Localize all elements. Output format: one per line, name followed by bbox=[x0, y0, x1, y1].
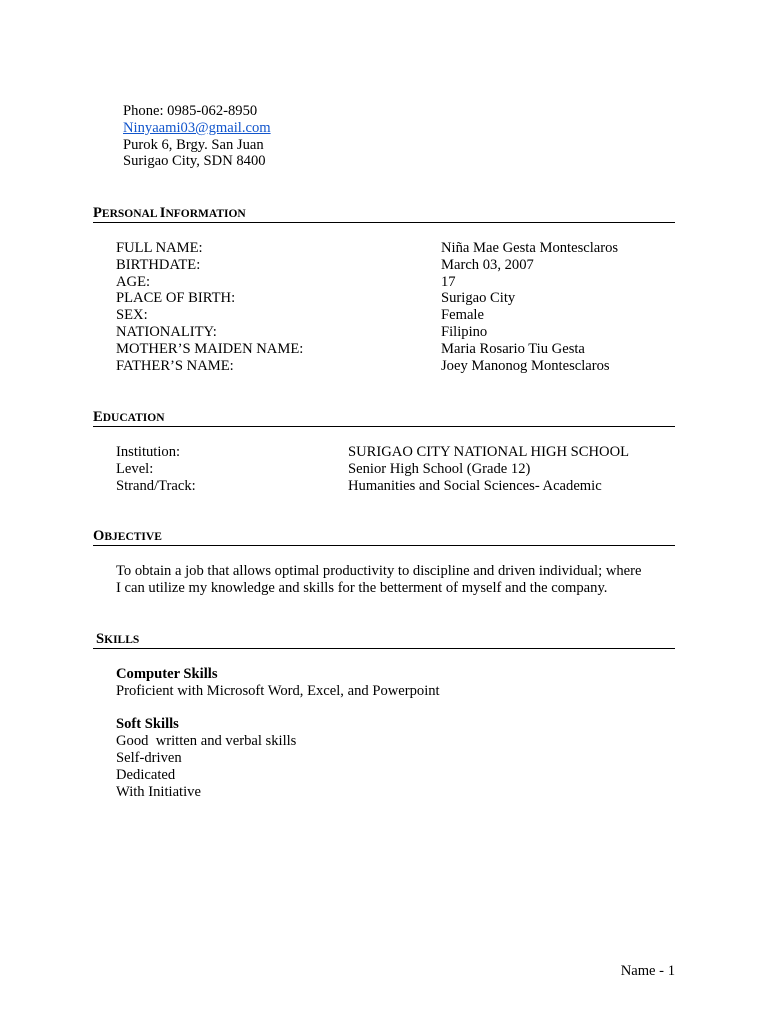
info-value: Joey Manonog Montesclaros bbox=[441, 357, 610, 374]
personal-info-heading bbox=[93, 205, 675, 223]
heading-cap: I bbox=[159, 205, 166, 221]
objective-line-1: To obtain a job that allows optimal productivity to discipline and driven individual; where bbox=[116, 563, 642, 579]
heading-rest: KILLS bbox=[104, 634, 140, 646]
education-label: Institution: bbox=[116, 444, 181, 460]
education-value: Senior High School (Grade 12) bbox=[348, 460, 531, 477]
info-row bbox=[116, 341, 676, 358]
education-row bbox=[116, 444, 676, 461]
education-table bbox=[116, 444, 676, 494]
contact-block bbox=[123, 103, 271, 170]
education-row bbox=[116, 478, 676, 495]
info-label: PLACE OF BIRTH: bbox=[116, 290, 236, 307]
info-label: FULL NAME: bbox=[116, 240, 203, 256]
education-label: Strand/Track: bbox=[116, 477, 196, 494]
email-link[interactable]: Ninyaami03@gmail.com bbox=[123, 119, 271, 136]
soft-skill-item: Dedicated bbox=[116, 766, 176, 783]
info-row bbox=[116, 257, 676, 274]
info-row bbox=[116, 240, 676, 257]
heading-cap: E bbox=[93, 409, 103, 425]
education-row bbox=[116, 461, 676, 478]
info-label: MOTHER’S MAIDEN NAME: bbox=[116, 340, 304, 357]
computer-skill-item: Proficient with Microsoft Word, Excel, and Powerpoint bbox=[116, 682, 440, 699]
heading-rest: BJECTIVE bbox=[104, 531, 162, 543]
info-value: 17 bbox=[441, 273, 456, 290]
address-line-2: Surigao City, SDN 8400 bbox=[123, 153, 266, 170]
info-row bbox=[116, 307, 676, 324]
skills-heading bbox=[93, 631, 675, 649]
computer-skills-title: Computer Skills bbox=[116, 666, 218, 682]
soft-skills-title: Soft Skills bbox=[116, 716, 179, 733]
soft-skill-item: Self-driven bbox=[116, 749, 182, 766]
info-row bbox=[116, 290, 676, 307]
info-value: Surigao City bbox=[441, 290, 516, 307]
education-value: Humanities and Social Sciences- Academic bbox=[348, 477, 602, 494]
heading-cap: P bbox=[93, 205, 102, 221]
skills-block bbox=[116, 666, 676, 800]
info-row bbox=[116, 358, 676, 375]
education-value: SURIGAO CITY NATIONAL HIGH SCHOOL bbox=[348, 444, 630, 460]
heading-rest: NFORMATION bbox=[165, 208, 246, 220]
soft-skill-item: With Initiative bbox=[116, 783, 201, 800]
objective-heading bbox=[93, 528, 675, 546]
info-label: NATIONALITY: bbox=[116, 323, 217, 340]
info-value: Filipino bbox=[441, 323, 488, 340]
education-label: Level: bbox=[116, 460, 154, 477]
address-line-1: Purok 6, Brgy. San Juan bbox=[123, 136, 264, 153]
soft-skill-item: Good written and verbal skills bbox=[116, 733, 297, 750]
heading-rest: ERSONAL bbox=[101, 208, 160, 220]
heading-rest: DUCATION bbox=[102, 412, 165, 424]
heading-cap: S bbox=[96, 631, 105, 647]
info-label: FATHER’S NAME: bbox=[116, 357, 234, 374]
info-row bbox=[116, 324, 676, 341]
info-label: BIRTHDATE: bbox=[116, 256, 201, 273]
info-row bbox=[116, 274, 676, 291]
objective-line-2: I can utilize my knowledge and skills for the betterment of myself and the company. bbox=[116, 579, 608, 596]
info-value: Female bbox=[441, 307, 484, 324]
info-label: AGE: bbox=[116, 273, 151, 290]
info-value: March 03, 2007 bbox=[441, 256, 534, 273]
heading-cap: O bbox=[93, 528, 105, 544]
objective-text bbox=[116, 563, 686, 597]
personal-info-table bbox=[116, 240, 676, 374]
info-value: Maria Rosario Tiu Gesta bbox=[441, 340, 585, 357]
info-label: SEX: bbox=[116, 307, 148, 324]
education-heading bbox=[93, 409, 675, 427]
info-value: Niña Mae Gesta Montesclaros bbox=[441, 240, 619, 256]
phone-line: Phone: 0985-062-8950 bbox=[123, 103, 258, 119]
page-footer: Name - 1 bbox=[620, 963, 675, 979]
